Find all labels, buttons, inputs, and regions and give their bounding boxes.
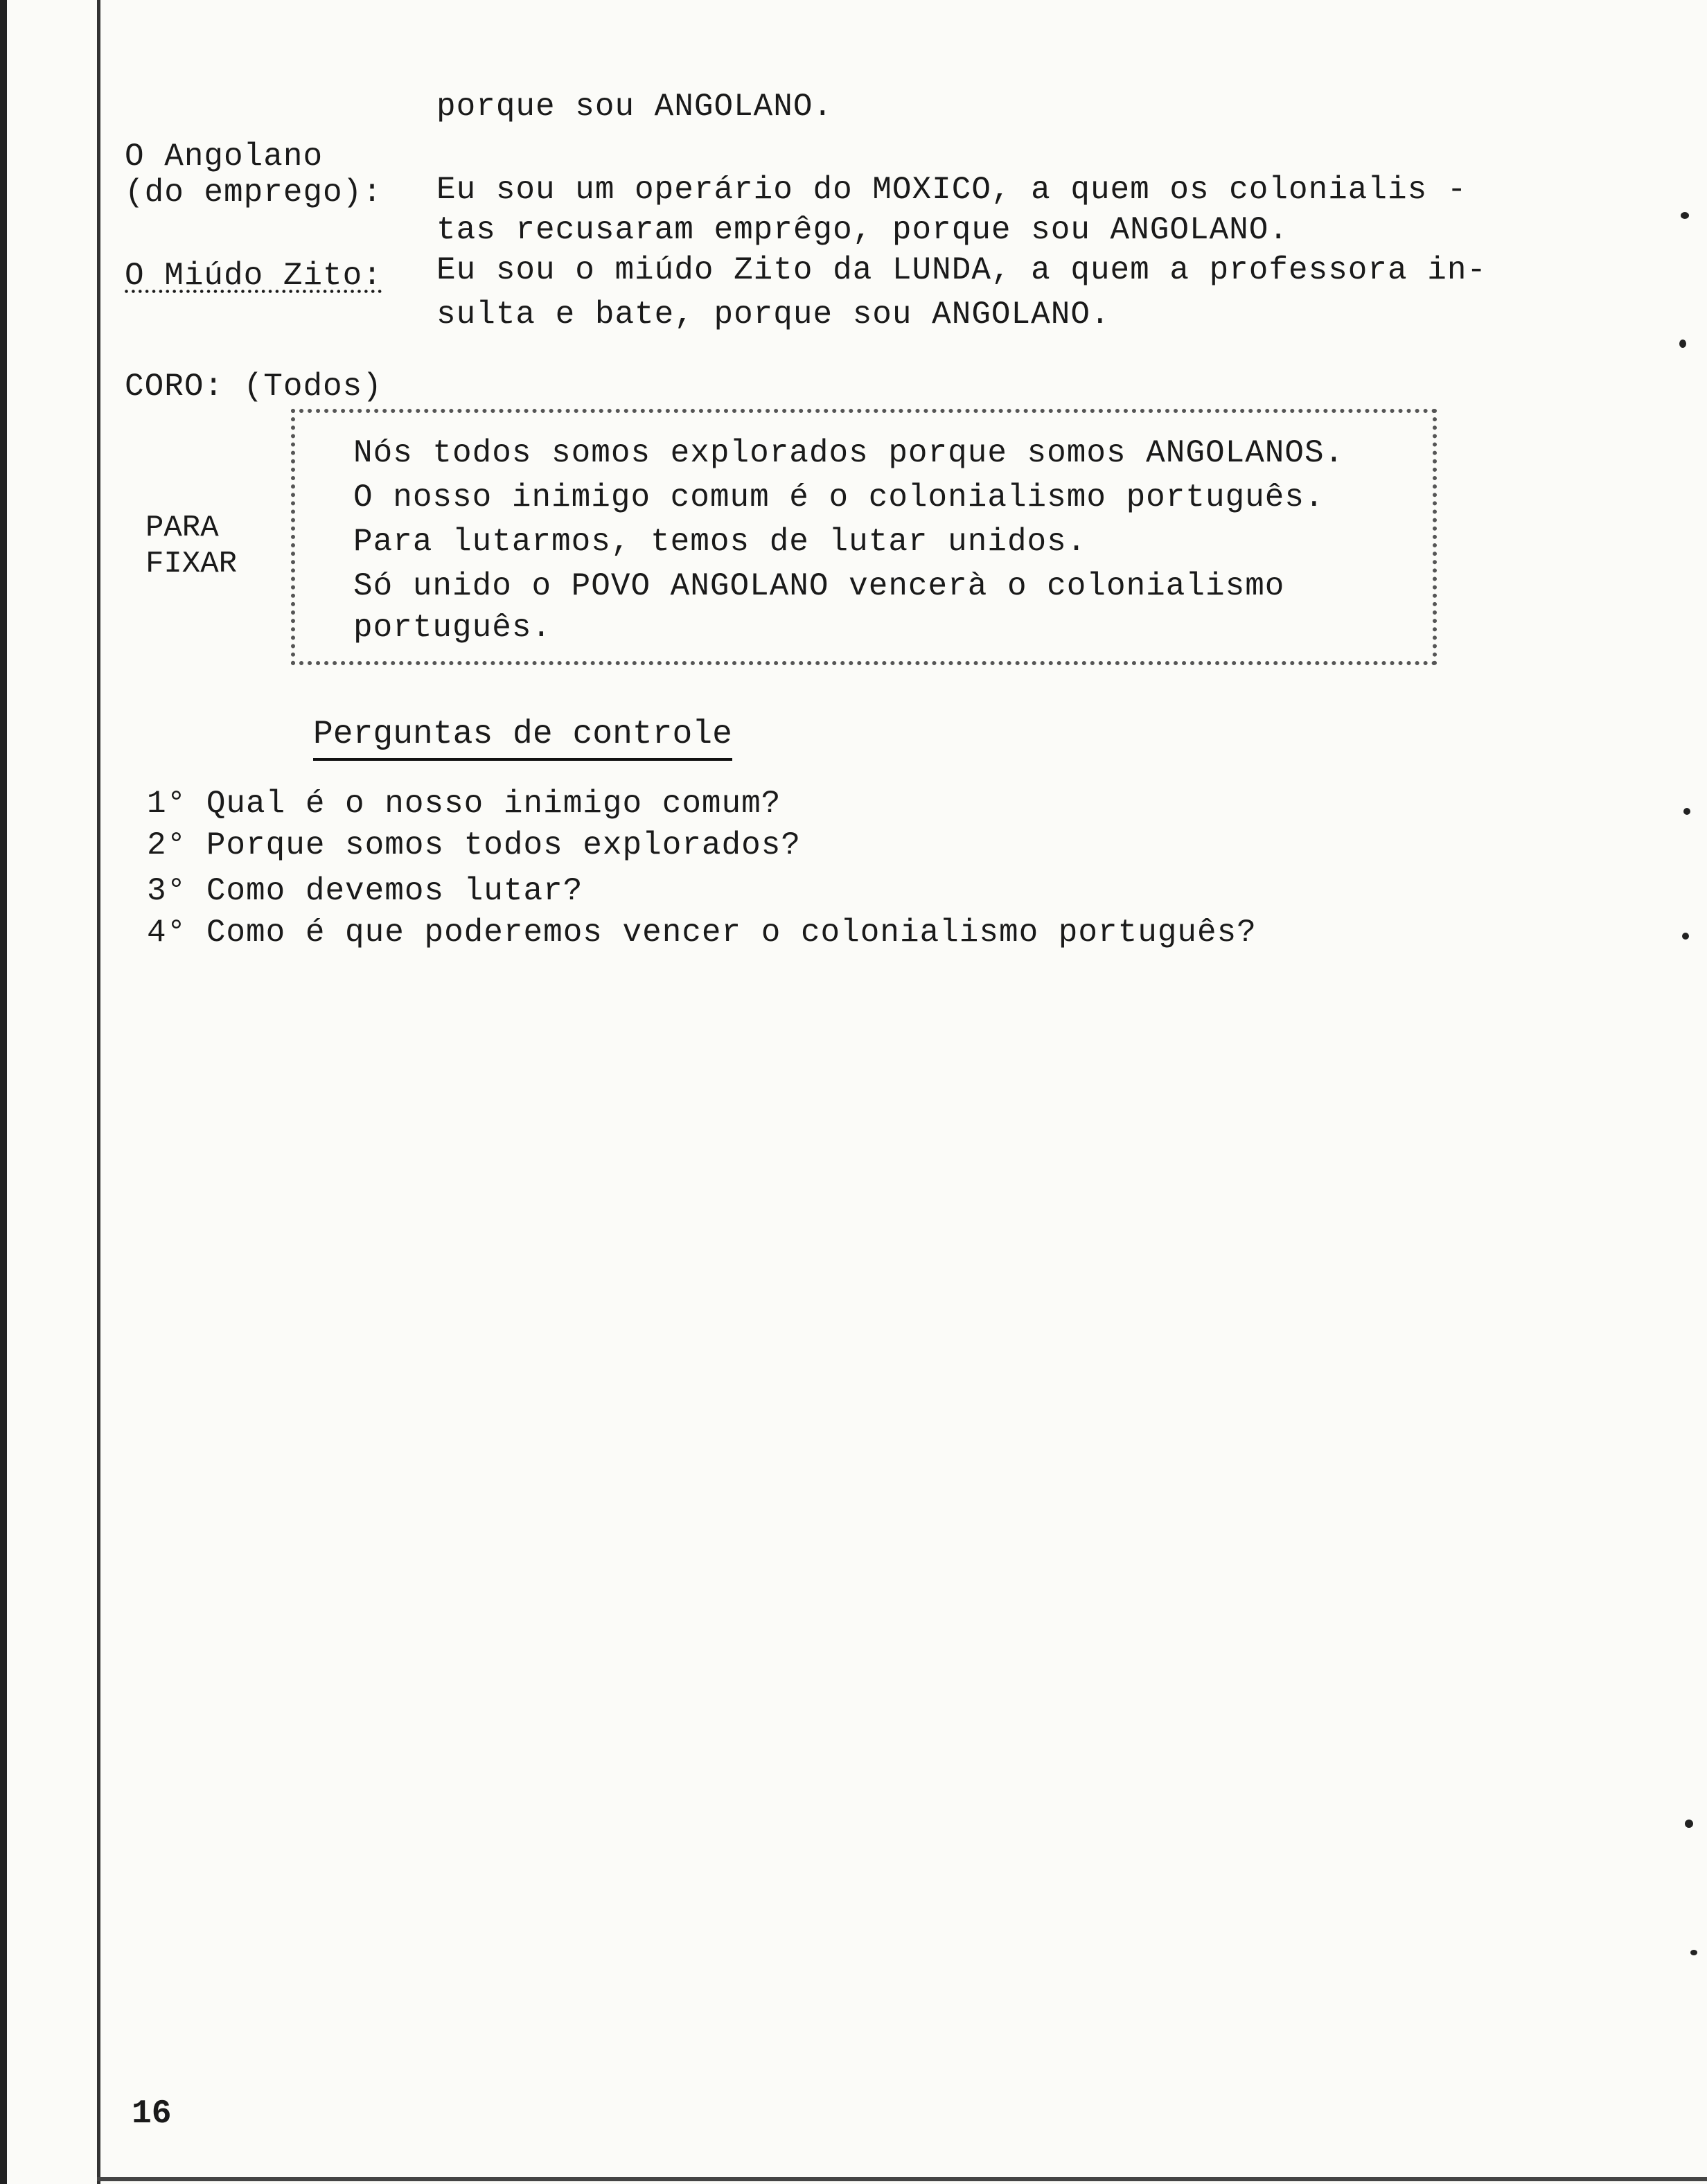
scan-speck [1685, 1820, 1693, 1828]
question-4: 4° Como é que poderemos vencer o colonialismo português? [147, 915, 1257, 951]
left-margin-line [97, 0, 100, 2184]
para-fixar-label-line-2: FIXAR [145, 547, 238, 581]
zito-speech-line-2: sulta e bate, porque sou ANGOLANO. [436, 297, 1111, 333]
angolano-speech-line-1: Eu sou um operário do MOXICO, a quem os colonialis - [436, 172, 1467, 208]
bottom-edge-line [97, 2177, 1707, 2181]
question-1: 1° Qual é o nosso inimigo comum? [147, 786, 781, 822]
chorus-label: CORO: (Todos) [125, 369, 382, 405]
question-3: 3° Como devemos lutar? [147, 873, 583, 909]
scan-speck [1690, 1950, 1697, 1955]
para-fixar-label [145, 510, 237, 582]
questions-heading: Perguntas de controle [313, 714, 732, 761]
fixar-line-4: Só unido o POVO ANGOLANO vencerà o colonialismo [353, 568, 1285, 604]
fixar-line-2: O nosso inimigo comum é o colonialismo português. [353, 479, 1325, 516]
scan-speck [1683, 808, 1690, 815]
fixar-line-5: português. [353, 610, 552, 646]
scan-speck [1681, 212, 1689, 219]
fixar-line-3: Para lutarmos, temos de lutar unidos. [353, 524, 1087, 560]
scan-speck [1682, 933, 1689, 940]
scan-speck [1679, 340, 1686, 348]
page-number: 16 [132, 2095, 172, 2133]
continuation-line: porque sou ANGOLANO. [436, 89, 833, 125]
question-2: 2° Porque somos todos explorados? [147, 827, 801, 863]
para-fixar-label-line-1: PARA [145, 511, 219, 545]
speaker-zito: O Miúdo Zito: [125, 258, 382, 294]
page-edge-shadow [0, 0, 7, 2184]
speaker-angolano-line-1: O Angolano [125, 139, 324, 175]
zito-speech-line-1: Eu sou o miúdo Zito da LUNDA, a quem a professora in- [436, 252, 1487, 288]
speaker-angolano-line-2: (do emprego): [125, 175, 382, 211]
angolano-speech-line-2: tas recusaram emprêgo, porque sou ANGOLANO. [436, 212, 1289, 248]
fixar-line-1: Nós todos somos explorados porque somos ANGOLANOS. [353, 435, 1345, 471]
